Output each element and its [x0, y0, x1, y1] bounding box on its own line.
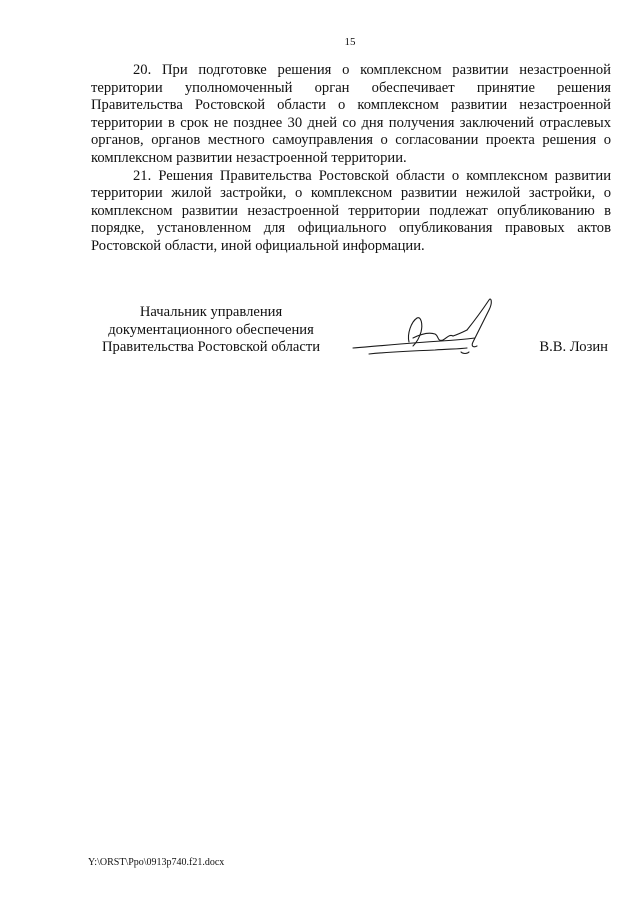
paragraph-21: 21. Решения Правительства Ростовской области о комплексном развитии территории жилой застройки, о комплексном развитии нежилой застройки, о комплексном развитии незастроенной территории подлежат опубликованию в порядке, установленном для официального опубликования правовых актов Ростовской области, иной официальной информации.	[91, 167, 611, 254]
signatory-title-line: документационного обеспечения	[108, 321, 314, 338]
signatory-name: В.В. Лозин	[539, 339, 608, 355]
handwritten-signature	[349, 294, 509, 368]
paragraph-20: 20. При подготовке решения о комплексном развитии незастроенной территории уполномоченный орган обеспечивает принятие решения Правительства Ростовской области о комплексном развитии незастроенной территории в срок не позднее 30 дней со дня получения заключений отраслевых органов, органов местного самоуправления о согласовании проекта решения о комплексном развитии незастроенной территории.	[91, 62, 611, 166]
signature-block	[91, 304, 611, 364]
signatory-title-line: Начальник управления	[139, 304, 283, 320]
signatory-title-line: Правительства Ростовской области	[101, 339, 321, 356]
file-path-footer: Y:\ORST\Ppo\0913p740.f21.docx	[88, 857, 225, 868]
signatory-title	[91, 304, 331, 357]
page-number: 15	[344, 36, 356, 48]
document-body	[91, 62, 611, 256]
